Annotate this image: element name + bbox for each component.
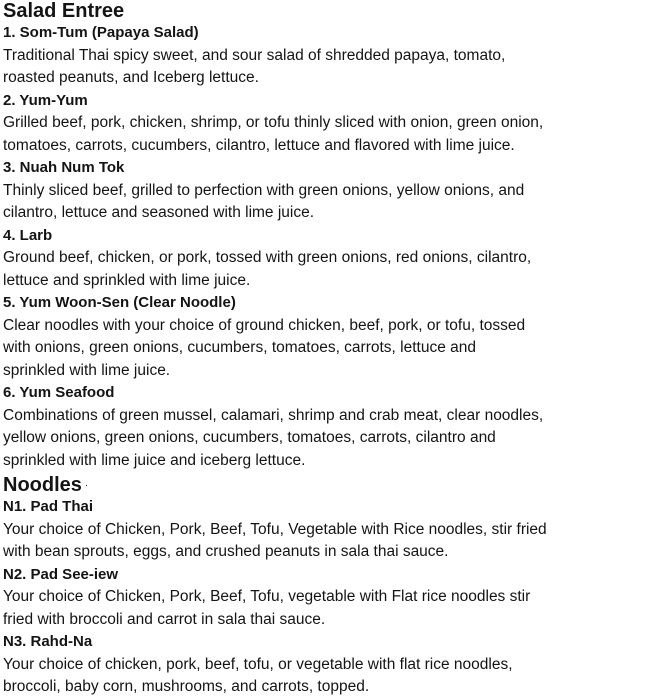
item-description: Your choice of chicken, pork, beef, tofu, or vegetable with flat rice noodles, broccoli, baby corn, mushrooms, and carrots, topped. bbox=[3, 655, 513, 695]
menu-item bbox=[3, 22, 643, 90]
noodles-section bbox=[3, 474, 643, 699]
menu-item bbox=[3, 564, 643, 632]
item-title: 5. Yum Woon-Sen (Clear Noodle) bbox=[3, 294, 236, 311]
menu-page bbox=[3, 0, 643, 699]
item-description: Your choice of Chicken, Pork, Beef, Tofu, Vegetable with Rice noodles, stir fried with bean sprouts, eggs, and crushed peanuts in sala thai sauce. bbox=[3, 520, 547, 560]
item-description: Combinations of green mussel, calamari, shrimp and crab meat, clear noodles, yellow onions, green onions, cucumbers, tomatoes, carrots, cilantro and sprinkled with lime juice and iceberg lettuce. bbox=[3, 406, 544, 469]
menu-item bbox=[3, 157, 643, 225]
section-title-text: Noodles bbox=[3, 474, 82, 496]
item-description: Thinly sliced beef, grilled to perfection with green onions, yellow onions, and cilantro, lettuce and seasoned with lime juice. bbox=[3, 181, 525, 221]
item-title: 6. Yum Seafood bbox=[3, 384, 115, 401]
item-title: 4. Larb bbox=[3, 226, 53, 244]
item-title: 2. Yum-Yum bbox=[3, 91, 88, 109]
menu-item bbox=[3, 225, 643, 293]
menu-item bbox=[3, 90, 643, 158]
salad-section bbox=[3, 0, 643, 472]
item-description: Ground beef, chicken, or pork, tossed with green onions, red onions, cilantro, lettuce and sprinkled with lime juice. bbox=[3, 249, 532, 289]
item-description: Grilled beef, pork, chicken, shrimp, or tofu thinly sliced with onion, green onion, tomatoes, carrots, cucumbers, cilantro, lettuce and flavored with lime juice. bbox=[3, 114, 544, 154]
item-title: 1. Som-Tum (Papaya Salad) bbox=[3, 24, 199, 41]
section-title-noodles bbox=[3, 474, 643, 496]
menu-item bbox=[3, 292, 643, 382]
menu-item bbox=[3, 631, 643, 699]
item-title: N2. Pad See-iew bbox=[3, 565, 119, 583]
item-description: Traditional Thai spicy sweet, and sour salad of shredded papaya, tomato, roasted peanuts, and Iceberg lettuce. bbox=[3, 46, 506, 86]
item-title: 3. Nuah Num Tok bbox=[3, 159, 125, 176]
item-description: Your choice of Chicken, Pork, Beef, Tofu, vegetable with Flat rice noodles stir fried with broccoli and carrot in sala thai sauce. bbox=[3, 588, 531, 628]
item-title: N3. Rahd-Na bbox=[3, 633, 93, 650]
item-title: N1. Pad Thai bbox=[3, 498, 94, 515]
menu-item bbox=[3, 382, 643, 472]
section-title-salad: Salad Entree bbox=[3, 0, 125, 22]
title-mark: · bbox=[84, 480, 89, 491]
menu-item bbox=[3, 496, 643, 564]
item-description: Clear noodles with your choice of ground chicken, beef, pork, or tofu, tossed with onions, green onions, cucumbers, tomatoes, carrots, lettuce and sprinkled with lime juice. bbox=[3, 316, 526, 379]
